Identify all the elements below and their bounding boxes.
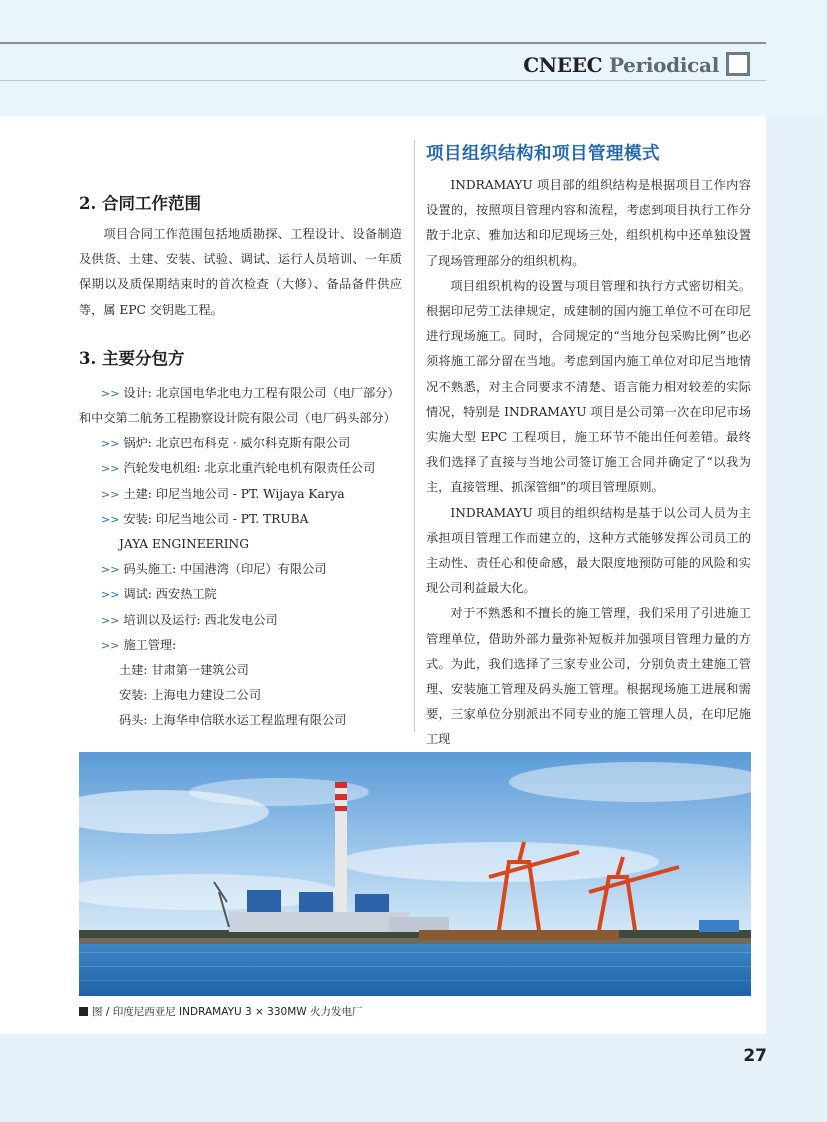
brand-main: CNEEC xyxy=(523,53,603,77)
brand-square-icon xyxy=(726,52,750,76)
arrow-icon: >> xyxy=(101,386,120,400)
list-item: >> 培训以及运行: 西北发电公司 xyxy=(101,612,278,627)
page-number: 27 xyxy=(743,1046,767,1066)
arrow-icon: >> xyxy=(101,512,120,526)
photo-caption xyxy=(79,1004,362,1019)
paragraph-4: 对于不熟悉和不擅长的施工管理，我们采用了引进施工管理单位，借助外部力量弥补短板并加强项目管理力量的方式。为此，我们选择了三家专业公司，分别负责土建施工管理、安装施工管理及码头施工管理。根据现场施工进展和需要，三家单位分别派出不同专业的施工管理人员，在印尼施工现 xyxy=(426,606,751,747)
header-rule xyxy=(0,42,766,44)
arrow-icon: >> xyxy=(101,437,120,451)
power-plant-photo xyxy=(79,752,751,996)
subcontractor-list xyxy=(79,381,402,734)
list-item: >> 汽轮发电机组: 北京北重汽轮电机有限责任公司 xyxy=(101,461,376,476)
list-item: >> 调试: 西安热工院 xyxy=(101,587,217,602)
mgmt-item-install: 安装: 上海电力建设二公司 xyxy=(119,688,262,703)
list-item: >> 设计: 北京国电华北电力工程有限公司（电厂部分） xyxy=(101,385,400,400)
list-item: >> 锅炉: 北京巴布科克 · 威尔科克斯有限公司 xyxy=(101,436,351,451)
brand-sub: Periodical xyxy=(608,53,719,77)
caption-text: 图 / 印度尼西亚尼 INDRAMAYU 3 × 330MW 火力发电厂 xyxy=(92,1006,363,1018)
paragraph-3: INDRAMAYU 项目的组织结构是基于以公司人员为主承担项目管理工作而建立的，这种方式能够发挥公司员工的主动性、责任心和使命感，最大限度地预防可能的风险和实现公司利益最大化。 xyxy=(426,505,751,596)
arrow-icon: >> xyxy=(101,588,120,602)
list-item-continuation: JAYA ENGINEERING xyxy=(119,537,249,552)
column-divider xyxy=(414,140,415,732)
mgmt-item-civil: 土建: 甘肃第一建筑公司 xyxy=(119,663,249,678)
paragraph-2: 项目组织机构的设置与项目管理和执行方式密切相关。根据印尼劳工法律规定，成建制的国内施工单位不可在印尼进行现场施工。同时，合同规定的“当地分包采购比例”也必须将施工部分留在当地。考虑到国内施工单位对印尼当地情况不熟悉，对主合同要求不清楚、语言能力相对较差的实际情况，特别是 INDRAMAYU 项目是公司第一次在印尼市场实施大型 EPC 工程项目，施工环节不能出任何差错。最终我们选择了直接与当地公司签订施工合同并确定了“以我为主，直接管理、抓深管细”的项目管理原则。 xyxy=(426,278,751,495)
arrow-icon: >> xyxy=(101,563,120,577)
list-item-continuation: 和中交第二航务工程勘察设计院有限公司（电厂码头部分） xyxy=(79,411,396,426)
arrow-icon: >> xyxy=(101,487,120,501)
list-item: >> 码头施工: 中国港湾（印尼）有限公司 xyxy=(101,562,327,577)
right-column xyxy=(426,141,751,753)
section-title: 项目组织结构和项目管理模式 xyxy=(426,144,660,164)
arrow-icon: >> xyxy=(101,462,120,476)
power-plant-illustration xyxy=(79,752,751,996)
mgmt-item-wharf: 码头: 上海华申信联水运工程监理有限公司 xyxy=(119,713,347,728)
arrow-icon: >> xyxy=(101,638,120,652)
paragraph-1: INDRAMAYU 项目部的组织结构是根据项目工作内容设置的，按照项目管理内容和流程，考虑到项目执行工作分散于北京、雅加达和印尼现场三处，组织机构中还单独设置了现场管理部分的组织机构。 xyxy=(426,178,751,268)
section2-paragraph: 项目合同工作范围包括地质勘探、工程设计、设备制造及供货、土建、安装、试验、调试、运行人员培训、一年质保期以及质保期结束时的首次检查（大修）、备品备件供应等，属 EPC 交钥匙工程。 xyxy=(79,227,402,317)
caption-square-icon xyxy=(79,1007,88,1016)
arrow-icon: >> xyxy=(101,613,120,627)
periodical-brand xyxy=(523,53,719,77)
list-item: >> 施工管理: xyxy=(101,637,177,652)
list-item: >> 安装: 印尼当地公司 - PT. TRUBA xyxy=(101,511,309,526)
header-rule-lower xyxy=(0,80,766,81)
left-column xyxy=(79,192,402,734)
section2-heading: 2. 合同工作范围 xyxy=(79,194,201,213)
list-item: >> 土建: 印尼当地公司 - PT. Wijaya Karya xyxy=(101,486,345,501)
section3-heading: 3. 主要分包方 xyxy=(79,348,185,368)
